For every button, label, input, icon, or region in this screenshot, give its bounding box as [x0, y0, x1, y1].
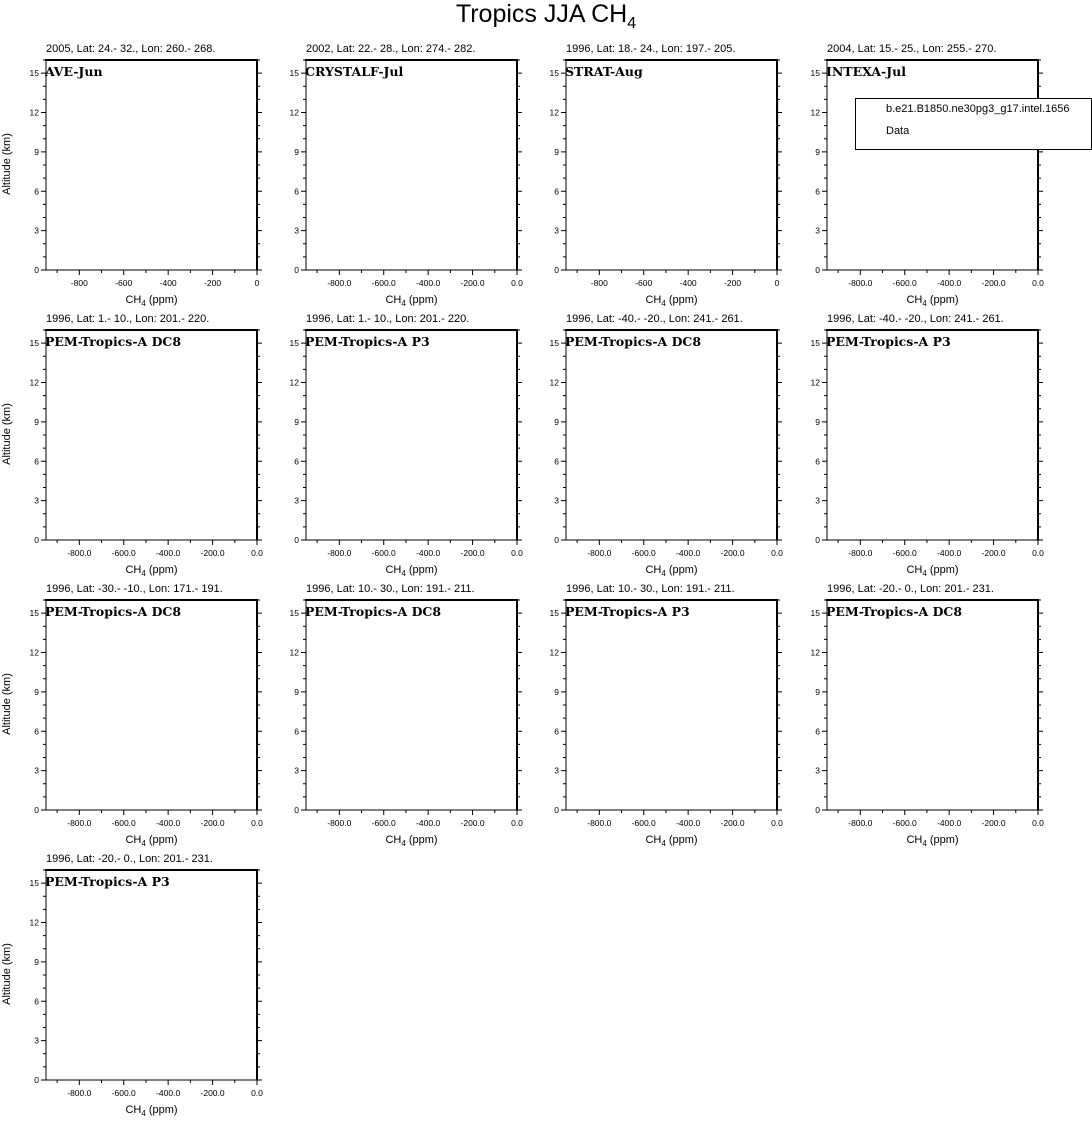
x-axis-label-unit: (ppm) — [405, 834, 438, 846]
x-tick-label: -600.0 — [371, 548, 396, 558]
panel-header: 2002, Lat: 22.- 28., Lon: 274.- 282. — [306, 43, 476, 55]
y-tick-label: 9 — [294, 686, 299, 697]
figure-title-subscript: 4 — [627, 15, 637, 32]
x-axis-label-subscript: 4 — [922, 569, 927, 579]
campaign-label: PEM-Tropics-A P3 — [565, 604, 690, 619]
panel-header: 1996, Lat: -40.- -20., Lon: 241.- 261. — [566, 313, 743, 325]
x-axis-label-unit: (ppm) — [926, 294, 959, 306]
y-tick-label: 0 — [554, 805, 559, 815]
x-tick-label: -400.0 — [416, 548, 441, 558]
y-tick-label: 15 — [29, 878, 39, 889]
campaign-label: PEM-Tropics-A P3 — [45, 874, 170, 889]
x-axis-label — [566, 834, 777, 848]
x-axis-label-main: CH — [645, 564, 662, 576]
y-tick-label: 15 — [810, 608, 820, 619]
x-tick-label: -400.0 — [156, 548, 181, 558]
x-axis-label-unit: (ppm) — [145, 1104, 178, 1116]
x-tick-label: -400.0 — [937, 818, 962, 828]
x-axis-label-subscript: 4 — [141, 839, 146, 849]
x-axis-label — [827, 564, 1038, 578]
x-tick-label: -200.0 — [981, 278, 1006, 288]
y-tick-label: 15 — [549, 338, 559, 349]
x-tick-label: -600 — [635, 278, 653, 288]
legend-label-data: Data — [886, 125, 910, 137]
x-tick-label: -800 — [70, 278, 88, 288]
panel-9 — [30, 600, 264, 828]
x-tick-label: -800.0 — [848, 278, 873, 288]
x-axis-label-unit: (ppm) — [405, 294, 438, 306]
x-tick-label: 0.0 — [511, 548, 523, 558]
x-axis-label-main: CH — [125, 834, 142, 846]
y-tick-label: 15 — [29, 68, 39, 79]
y-tick-label: 15 — [810, 68, 820, 79]
x-tick-label: -800.0 — [327, 278, 352, 288]
x-tick-label: -800.0 — [327, 818, 352, 828]
y-tick-label: 12 — [289, 377, 299, 388]
x-axis-label-unit: (ppm) — [665, 294, 698, 306]
y-tick-label: 3 — [815, 225, 820, 236]
y-tick-label: 12 — [549, 377, 559, 388]
y-tick-label: 12 — [810, 107, 820, 118]
x-axis-label — [566, 564, 777, 578]
legend-label-model: b.e21.B1850.ne30pg3_g17.intel.1656 — [886, 103, 1070, 115]
x-axis-label — [566, 294, 777, 308]
y-tick-label: 0 — [294, 265, 299, 275]
panel-header: 1996, Lat: 1.- 10., Lon: 201.- 220. — [46, 313, 210, 325]
x-tick-label: -800.0 — [848, 818, 873, 828]
x-tick-label: -200 — [724, 278, 742, 288]
x-axis-label-main: CH — [645, 834, 662, 846]
x-axis-label-unit: (ppm) — [665, 564, 698, 576]
x-axis-label-main: CH — [125, 564, 142, 576]
x-tick-label: 0.0 — [1032, 278, 1044, 288]
panel-13 — [30, 870, 264, 1098]
y-tick-label: 0 — [815, 265, 820, 275]
y-tick-label: 9 — [34, 416, 39, 427]
campaign-label: CRYSTALF-Jul — [305, 64, 404, 79]
y-tick-label: 9 — [815, 146, 820, 157]
y-tick-label: 6 — [34, 456, 39, 467]
y-tick-label: 12 — [810, 377, 820, 388]
y-tick-label: 0 — [34, 535, 39, 545]
y-tick-label: 6 — [294, 186, 299, 197]
y-tick-label: 9 — [554, 146, 559, 157]
x-tick-label: -600.0 — [111, 548, 136, 558]
x-axis-label-main: CH — [385, 294, 402, 306]
y-tick-label: 6 — [294, 726, 299, 737]
panel-header: 1996, Lat: 18.- 24., Lon: 197.- 205. — [566, 43, 736, 55]
y-tick-label: 15 — [289, 338, 299, 349]
x-tick-label: -200.0 — [460, 278, 485, 288]
y-axis-label: Altitude (km) — [1, 673, 13, 735]
y-tick-label: 15 — [289, 608, 299, 619]
panel-header: 1996, Lat: -20.- 0., Lon: 201.- 231. — [827, 583, 994, 595]
y-tick-label: 0 — [34, 805, 39, 815]
x-tick-label: 0.0 — [511, 818, 523, 828]
x-tick-label: -200.0 — [200, 548, 225, 558]
y-tick-label: 15 — [29, 608, 39, 619]
x-axis-label-subscript: 4 — [141, 299, 146, 309]
x-tick-label: 0 — [254, 278, 260, 288]
y-tick-label: 0 — [815, 535, 820, 545]
y-tick-label: 9 — [34, 956, 39, 967]
y-tick-label: 3 — [294, 765, 299, 776]
x-axis-label-main: CH — [906, 834, 923, 846]
x-tick-label: -200.0 — [720, 548, 745, 558]
x-tick-label: -800.0 — [848, 548, 873, 558]
y-tick-label: 6 — [815, 456, 820, 467]
y-tick-label: 6 — [34, 996, 39, 1007]
y-tick-label: 15 — [549, 608, 559, 619]
campaign-label: PEM-Tropics-A P3 — [826, 334, 951, 349]
y-tick-label: 9 — [815, 416, 820, 427]
x-tick-label: -400.0 — [676, 818, 701, 828]
x-tick-label: -800.0 — [587, 548, 612, 558]
y-tick-label: 3 — [34, 225, 39, 236]
y-tick-label: 3 — [34, 495, 39, 506]
x-axis-label-subscript: 4 — [661, 839, 666, 849]
panel-header: 2004, Lat: 15.- 25., Lon: 255.- 270. — [827, 43, 997, 55]
y-tick-label: 3 — [554, 225, 559, 236]
panel-12 — [811, 600, 1045, 828]
x-tick-label: 0.0 — [251, 818, 263, 828]
x-tick-label: -400.0 — [156, 818, 181, 828]
y-axis-label: Altitude (km) — [1, 133, 13, 195]
y-tick-label: 6 — [815, 186, 820, 197]
y-tick-label: 6 — [34, 726, 39, 737]
panel-header: 1996, Lat: 1.- 10., Lon: 201.- 220. — [306, 313, 470, 325]
x-tick-label: -200.0 — [981, 548, 1006, 558]
y-tick-label: 0 — [294, 805, 299, 815]
campaign-label: PEM-Tropics-A DC8 — [305, 604, 442, 619]
y-tick-label: 0 — [554, 265, 559, 275]
x-axis-label — [306, 294, 517, 308]
x-axis-label-unit: (ppm) — [926, 564, 959, 576]
x-axis-label-unit: (ppm) — [145, 294, 178, 306]
x-tick-label: -800.0 — [67, 548, 92, 558]
y-tick-label: 3 — [554, 765, 559, 776]
y-tick-label: 9 — [34, 686, 39, 697]
y-tick-label: 6 — [554, 456, 559, 467]
y-tick-label: 0 — [554, 535, 559, 545]
y-tick-label: 9 — [34, 146, 39, 157]
y-tick-label: 6 — [554, 726, 559, 737]
y-tick-label: 9 — [554, 686, 559, 697]
x-axis-label-main: CH — [645, 294, 662, 306]
x-tick-label: -600.0 — [111, 1088, 136, 1098]
x-axis-label-unit: (ppm) — [145, 564, 178, 576]
x-axis-label-subscript: 4 — [401, 839, 406, 849]
x-tick-label: -600.0 — [892, 548, 917, 558]
x-tick-label: -200.0 — [200, 1088, 225, 1098]
y-tick-label: 9 — [294, 416, 299, 427]
x-axis-label-main: CH — [906, 564, 923, 576]
x-tick-label: 0.0 — [1032, 818, 1044, 828]
y-tick-label: 0 — [294, 535, 299, 545]
panel-header: 1996, Lat: -20.- 0., Lon: 201.- 231. — [46, 853, 213, 865]
panel-header: 2005, Lat: 24.- 32., Lon: 260.- 268. — [46, 43, 216, 55]
x-tick-label: 0.0 — [771, 818, 783, 828]
panel-header: 1996, Lat: -40.- -20., Lon: 241.- 261. — [827, 313, 1004, 325]
panel-header: 1996, Lat: 10.- 30., Lon: 191.- 211. — [566, 583, 735, 595]
x-tick-label: -400.0 — [676, 548, 701, 558]
x-tick-label: -600.0 — [371, 278, 396, 288]
x-axis-label — [46, 564, 257, 578]
panel-2 — [290, 60, 524, 288]
y-tick-label: 12 — [29, 377, 39, 388]
campaign-label: PEM-Tropics-A DC8 — [565, 334, 702, 349]
x-tick-label: 0.0 — [511, 278, 523, 288]
x-tick-label: -800.0 — [67, 1088, 92, 1098]
y-tick-label: 9 — [554, 416, 559, 427]
x-axis-label-unit: (ppm) — [665, 834, 698, 846]
x-axis-label — [306, 564, 517, 578]
x-tick-label: -400.0 — [416, 278, 441, 288]
x-axis-label-subscript: 4 — [141, 1109, 146, 1119]
y-axis-label: Altitude (km) — [1, 403, 13, 465]
x-tick-label: -600.0 — [111, 818, 136, 828]
x-tick-label: 0.0 — [251, 548, 263, 558]
x-tick-label: -600 — [115, 278, 133, 288]
panel-header: 1996, Lat: 10.- 30., Lon: 191.- 211. — [306, 583, 475, 595]
x-tick-label: -200.0 — [720, 818, 745, 828]
x-axis-label — [46, 1104, 257, 1118]
x-axis-label-subscript: 4 — [661, 569, 666, 579]
x-tick-label: -600.0 — [371, 818, 396, 828]
y-tick-label: 12 — [29, 917, 39, 928]
y-axis-label: Altitude (km) — [1, 943, 13, 1005]
x-tick-label: -400.0 — [937, 278, 962, 288]
x-tick-label: 0 — [774, 278, 780, 288]
y-tick-label: 3 — [294, 225, 299, 236]
panel-1 — [30, 60, 262, 288]
x-axis-label — [46, 834, 257, 848]
x-tick-label: 0.0 — [1032, 548, 1044, 558]
y-tick-label: 3 — [554, 495, 559, 506]
x-tick-label: 0.0 — [251, 1088, 263, 1098]
x-axis-label-main: CH — [125, 1104, 142, 1116]
x-axis-label — [306, 834, 517, 848]
x-tick-label: -800.0 — [587, 818, 612, 828]
x-axis-label-unit: (ppm) — [926, 834, 959, 846]
y-tick-label: 6 — [554, 186, 559, 197]
panel-6 — [290, 330, 524, 558]
x-tick-label: -400.0 — [156, 1088, 181, 1098]
panel-8 — [811, 330, 1045, 558]
x-tick-label: -800.0 — [327, 548, 352, 558]
y-tick-label: 0 — [34, 265, 39, 275]
x-axis-label-subscript: 4 — [401, 569, 406, 579]
x-axis-label-subscript: 4 — [922, 299, 927, 309]
x-tick-label: -600.0 — [892, 818, 917, 828]
y-tick-label: 12 — [29, 647, 39, 658]
campaign-label: PEM-Tropics-A P3 — [305, 334, 430, 349]
y-tick-label: 3 — [815, 495, 820, 506]
panel-11 — [550, 600, 784, 828]
y-tick-label: 6 — [34, 186, 39, 197]
x-axis-label-unit: (ppm) — [405, 564, 438, 576]
y-tick-label: 12 — [810, 647, 820, 658]
x-axis-label — [827, 294, 1038, 308]
x-axis-label-main: CH — [906, 294, 923, 306]
campaign-label: STRAT-Aug — [565, 64, 643, 79]
campaign-label: PEM-Tropics-A DC8 — [45, 604, 182, 619]
campaign-label: INTEXA-Jul — [826, 64, 906, 79]
x-axis-label-main: CH — [125, 294, 142, 306]
y-tick-label: 0 — [815, 805, 820, 815]
panel-7 — [550, 330, 784, 558]
panel-4 — [811, 60, 1045, 288]
x-tick-label: -200 — [204, 278, 222, 288]
y-tick-label: 6 — [294, 456, 299, 467]
y-tick-label: 12 — [289, 647, 299, 658]
y-tick-label: 3 — [815, 765, 820, 776]
x-axis-label — [827, 834, 1038, 848]
x-axis-label-subscript: 4 — [661, 299, 666, 309]
x-tick-label: -200.0 — [460, 818, 485, 828]
y-tick-label: 12 — [549, 107, 559, 118]
x-axis-label-subscript: 4 — [401, 299, 406, 309]
y-tick-label: 9 — [815, 686, 820, 697]
y-tick-label: 12 — [29, 107, 39, 118]
y-tick-label: 0 — [34, 1075, 39, 1085]
x-tick-label: -600.0 — [631, 818, 656, 828]
x-tick-label: -600.0 — [892, 278, 917, 288]
y-tick-label: 9 — [294, 146, 299, 157]
x-tick-label: -200.0 — [460, 548, 485, 558]
y-tick-label: 6 — [815, 726, 820, 737]
x-axis-label-unit: (ppm) — [145, 834, 178, 846]
x-tick-label: -600.0 — [631, 548, 656, 558]
x-tick-label: -400.0 — [416, 818, 441, 828]
y-tick-label: 3 — [294, 495, 299, 506]
x-tick-label: -200.0 — [981, 818, 1006, 828]
x-tick-label: -400 — [159, 278, 177, 288]
x-tick-label: -200.0 — [200, 818, 225, 828]
campaign-label: PEM-Tropics-A DC8 — [45, 334, 182, 349]
x-tick-label: 0.0 — [771, 548, 783, 558]
panel-5 — [30, 330, 264, 558]
y-tick-label: 12 — [549, 647, 559, 658]
x-axis-label-main: CH — [385, 564, 402, 576]
figure-title-text: Tropics JJA CH — [455, 0, 628, 28]
campaign-label: PEM-Tropics-A DC8 — [826, 604, 963, 619]
y-tick-label: 15 — [549, 68, 559, 79]
x-axis-label-subscript: 4 — [922, 839, 927, 849]
x-tick-label: -400 — [679, 278, 697, 288]
x-axis-label — [46, 294, 257, 308]
y-tick-label: 15 — [289, 68, 299, 79]
panel-3 — [550, 60, 782, 288]
x-axis-label-subscript: 4 — [141, 569, 146, 579]
y-tick-label: 12 — [289, 107, 299, 118]
y-tick-label: 3 — [34, 1035, 39, 1046]
x-axis-label-main: CH — [385, 834, 402, 846]
campaign-label: AVE-Jun — [45, 64, 103, 79]
panel-10 — [290, 600, 524, 828]
panel-header: 1996, Lat: -30.- -10., Lon: 171.- 191. — [46, 583, 223, 595]
x-tick-label: -800.0 — [67, 818, 92, 828]
y-tick-label: 15 — [810, 338, 820, 349]
y-tick-label: 15 — [29, 338, 39, 349]
x-tick-label: -800 — [590, 278, 608, 288]
y-tick-label: 3 — [34, 765, 39, 776]
x-tick-label: -400.0 — [937, 548, 962, 558]
